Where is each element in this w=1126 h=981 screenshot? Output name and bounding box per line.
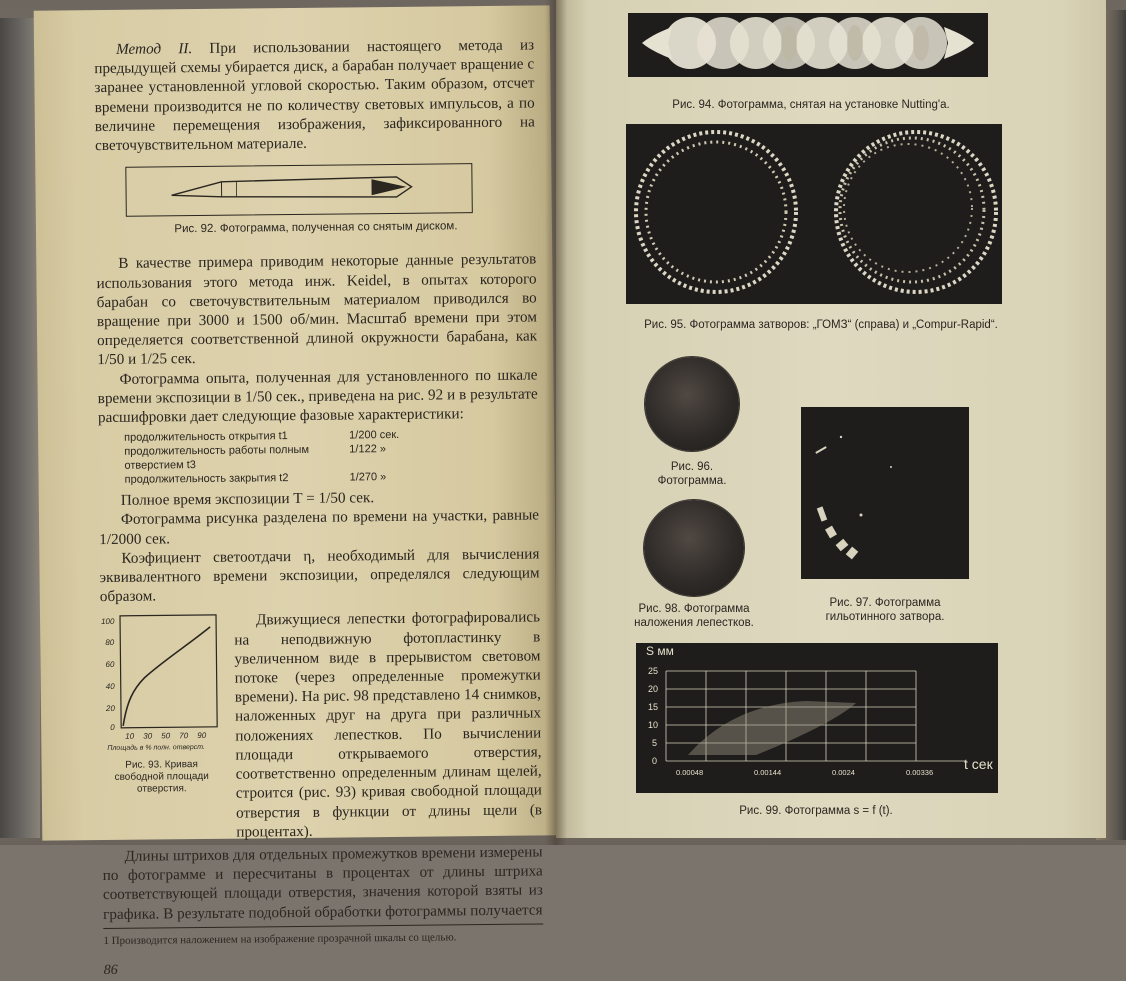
figure-97-photo (801, 407, 969, 579)
y-tick: 15 (648, 702, 658, 712)
divided-paragraph: Фотограмма рисунка разделена по времени на участки, равные 1/2000 сек. (99, 506, 539, 549)
y-tick: 80 (105, 638, 115, 647)
footnote: 1 Производится наложением на изображение прозрачной шкалы со щелью. (103, 923, 543, 951)
y-tick: 5 (652, 738, 657, 748)
y-tick: 20 (648, 684, 658, 694)
param-row (125, 469, 539, 487)
y-tick: 10 (648, 720, 658, 730)
param-row (124, 441, 538, 473)
example-paragraph: В качестве примера приводим некоторые данные результатов использования этого метода инж. Keidel, в опытах которого барабан со светочувствительным материалом приводился во вращение при 3000 и 1500 об/мин. Масштаб времени при этом определяется соответственной длиной окружности барабана, как 1/50 и 1/25 сек. (96, 250, 537, 370)
t-axis-label: t сек (964, 756, 994, 772)
figure-99 (636, 643, 998, 793)
figure-97 (801, 407, 969, 579)
figure-96-disc (645, 357, 739, 451)
figure-96-caption: Рис. 96. Фотограмма. (640, 460, 744, 488)
axis-label: Площадь в % полн. отверст. (107, 743, 205, 752)
figure-99-photo (636, 643, 998, 793)
page-number: 86 (104, 956, 544, 980)
figure-92-drawing (126, 164, 471, 216)
param-name: продолжительность закрытия t2 (125, 471, 350, 487)
figure-92 (125, 163, 473, 217)
param-name: продолжительность работы полным отверстием t3 (124, 443, 349, 473)
figure-93-chart (100, 611, 221, 752)
total-time-line: Полное время экспозиции T = 1/50 сек. (99, 487, 539, 511)
coefficient-paragraph: Коэфициент светоотдачи η, необходимый для вычисления эквивалентного времени экспозиции, определялся следующим образом. (99, 544, 540, 606)
x-tick: 90 (197, 731, 207, 740)
book-gutter (545, 0, 567, 845)
right-page (556, 0, 1106, 838)
param-value: 1/270 » (350, 470, 387, 484)
figure-94-photo (628, 13, 988, 77)
figure-95 (626, 124, 1002, 304)
param-value: 1/200 сек. (349, 428, 399, 443)
y-tick: 60 (105, 660, 115, 669)
figure-93 (100, 611, 222, 843)
x-tick: 30 (143, 732, 153, 741)
y-tick: 100 (101, 617, 115, 626)
y-tick: 0 (110, 723, 115, 732)
y-tick: 0 (652, 756, 657, 766)
left-page-text (94, 35, 544, 980)
petals-paragraph: Движущиеся лепестки фотографировались на неподвижную фотопластинку в увеличенном виде в прерывистом световом потоке (через определенные промежутки времени). На рис. 98 представлено 14 снимков, наложенных друг на друга при различных положениях лепестков. По вычислении площади открываемого отверстия, соответственно определенным длинам щелей, строится (рис. 93) кривая свободной площади отверстия в функции от длины щели (в процентах). (234, 608, 542, 842)
figure-99-caption: Рис. 99. Фотограмма s = f (t). (616, 804, 1016, 818)
x-tick: 0.0024 (832, 768, 855, 777)
y-tick: 25 (648, 666, 658, 676)
figure-98-disc (644, 500, 744, 596)
method-label: Метод II. (116, 40, 192, 58)
figure-98-caption: Рис. 98. Фотограмма наложения лепестков. (622, 602, 766, 630)
y-axis-label: S мм (646, 644, 674, 658)
x-tick: 0.00336 (906, 768, 933, 777)
figure-93-wrap (100, 608, 542, 843)
figure-94 (628, 13, 988, 77)
photogram-paragraph: Фотограмма опыта, полученная для установленного по шкале времени экспозиции в 1/50 сек., приведена на рис. 92 и в результате расшифровки дает следующие фазовые характеристики: (97, 365, 538, 427)
phase-parameters (124, 427, 539, 487)
figure-94-caption: Рис. 94. Фотограмма, снятая на установке Nutting'a. (616, 98, 1006, 112)
param-value: 1/122 » (349, 442, 386, 470)
x-tick: 50 (161, 732, 171, 741)
x-tick: 10 (125, 732, 135, 741)
x-tick: 70 (179, 732, 189, 741)
left-page (34, 5, 559, 840)
petals-paragraph-wrap (234, 608, 542, 842)
x-tick: 0.00048 (676, 768, 703, 777)
x-tick: 0.00144 (754, 768, 781, 777)
param-name: продолжительность открытия t1 (124, 429, 349, 445)
strokes-paragraph: Длины штрихов для отдельных промежутков времени измерены по фотограмме и пересчитаны в процентах от длины штриха соответствующей площади отверстия, значения которой взяты из графика. В результате подобной обработки фотограммы получается (102, 842, 543, 923)
method-paragraph (94, 35, 535, 155)
method-text: При использовании настоящего метода из предыдущей схемы убирается диск, а барабан получает вращение с заранее установленной угловой скоростью. Таким образом, отсчет времени производится не по количеству световых импульсов, а по величине перемещения изображения, зафиксированного на светочувствительном материале. (94, 36, 535, 154)
figure-95-caption: Рис. 95. Фотограмма затворов: „ГОМЗ“ (справа) и „Compur-Rapid“. (596, 318, 1046, 332)
book-cover-left (0, 18, 40, 838)
y-tick: 40 (106, 682, 116, 691)
figure-97-caption: Рис. 97. Фотограмма гильотинного затвора. (796, 596, 974, 624)
figure-92-caption: Рис. 92. Фотограмма, полученная со снятым диском. (96, 217, 536, 241)
y-tick: 20 (105, 704, 116, 713)
figure-95-photo (626, 124, 1002, 304)
figure-93-caption: Рис. 93. Кривая свободной площади отверстия. (102, 758, 222, 795)
